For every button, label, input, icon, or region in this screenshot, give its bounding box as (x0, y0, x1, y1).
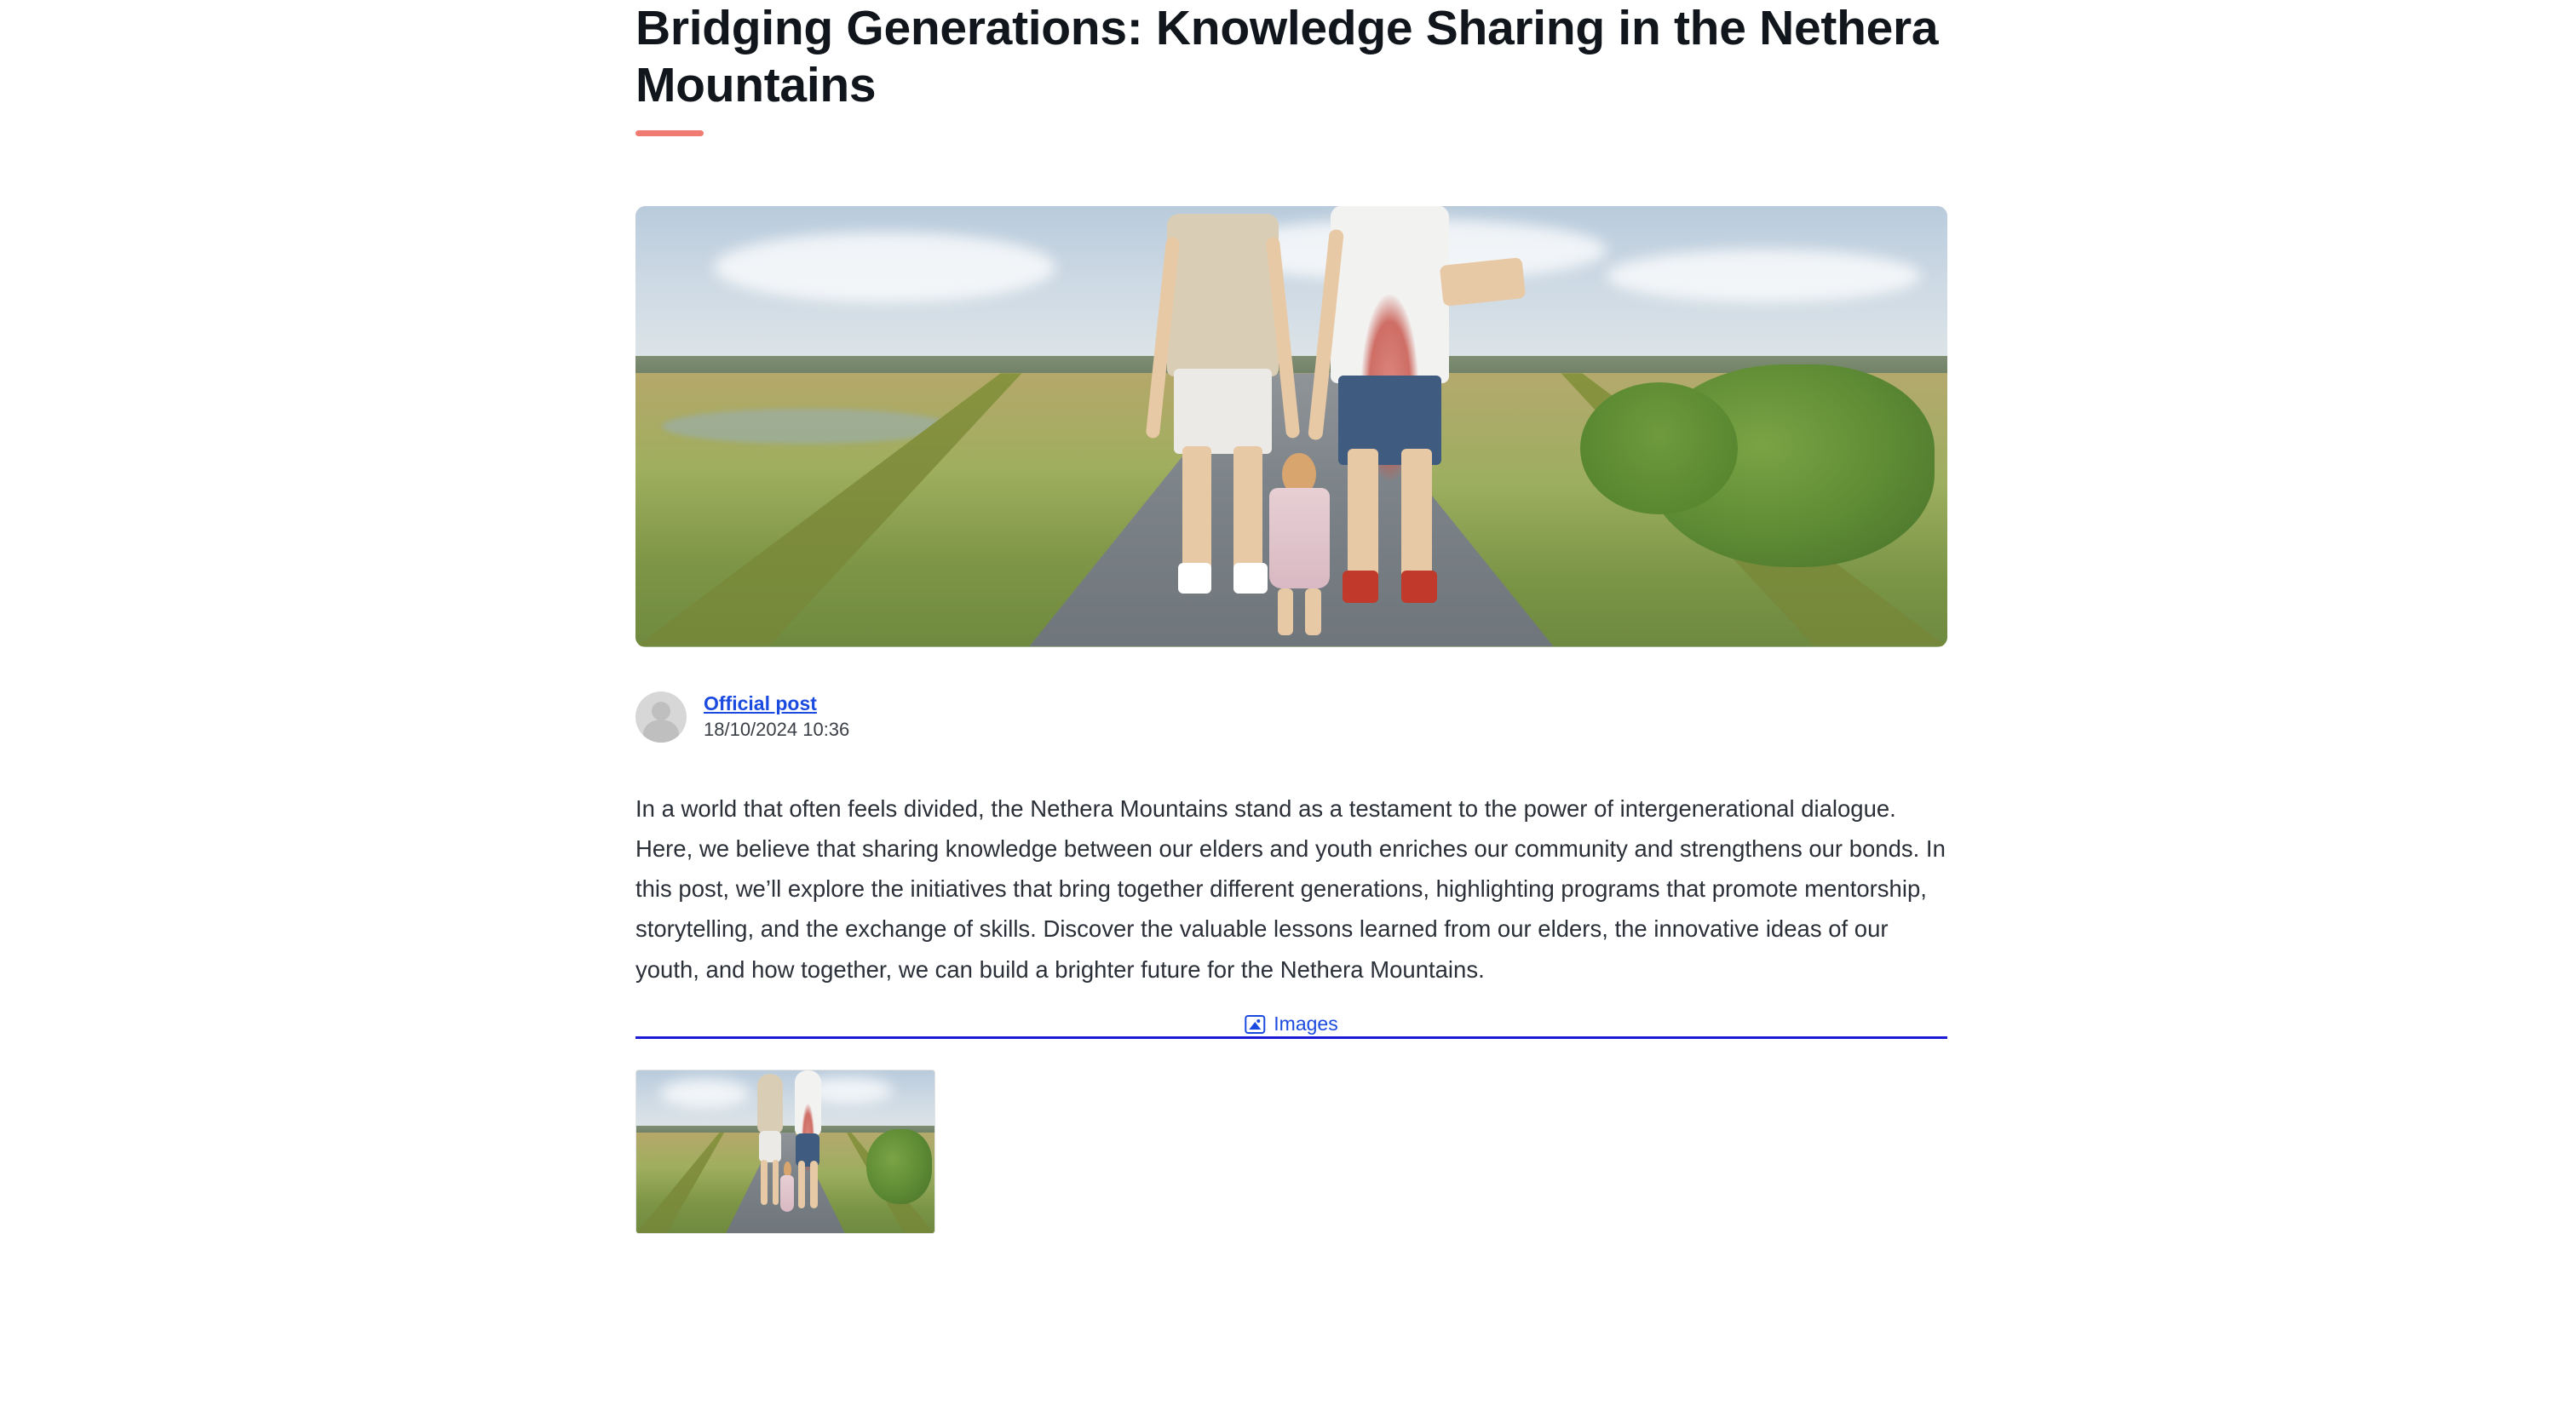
shoe (1343, 571, 1378, 603)
post-date: 18/10/2024 10:36 (704, 718, 850, 740)
shoe (1233, 563, 1267, 594)
post-body: In a world that often feels divided, the Nethera Mountains stand as a testament to the power of intergenerational dialogue. Here, we believe that sharing knowledge between our elders and youth enriches our community and strengthens our bonds. In this post, we’ll explore the initiatives that bring together different generations, highlighting programs that promote mentorship, storytelling, and the exchange of skills. Discover the valuable lessons learned from our elders, the innovative ideas of our youth, and how together, we can build a brighter future for the Nethera Mountains. (635, 795, 1946, 983)
leg (1348, 449, 1378, 578)
torso (757, 1074, 783, 1134)
leg (1182, 446, 1211, 571)
shorts (1174, 369, 1272, 454)
cloud (1607, 250, 1922, 302)
section-divider (635, 1036, 1947, 1039)
thumbnail-item[interactable] (635, 1070, 935, 1234)
figure-child (1269, 453, 1330, 647)
author-name-link[interactable]: Official post (704, 692, 817, 715)
title-accent-rule (635, 130, 704, 136)
attachments-label[interactable] (1233, 1013, 1349, 1036)
author-meta (704, 693, 849, 739)
attachments-section-header (635, 1013, 1947, 1040)
thumbnail-illustration (636, 1070, 934, 1233)
shoe (1178, 563, 1211, 594)
page-title: Bridging Generations: Knowledge Sharing in the Nethera Mountains (635, 1, 1939, 113)
bush (866, 1129, 932, 1204)
leg (1278, 588, 1293, 635)
leg (1305, 588, 1320, 635)
figure-adult-left (757, 1070, 783, 1213)
water-patch (662, 409, 951, 444)
leg (1401, 449, 1432, 578)
figure-child (780, 1162, 794, 1233)
cloud (714, 232, 1055, 303)
avatar (635, 691, 687, 743)
shoe (1401, 571, 1437, 603)
attachments-label-text: Images (1274, 1013, 1338, 1036)
leg (761, 1160, 768, 1206)
hero-image (635, 206, 1947, 647)
hero-illustration (635, 206, 1947, 647)
dress (1269, 488, 1330, 589)
shorts (759, 1131, 781, 1162)
post-container (635, 0, 1947, 1234)
leg (810, 1161, 817, 1208)
figure-adult-left (1167, 206, 1279, 594)
leg (798, 1161, 805, 1208)
torso (1167, 214, 1279, 376)
attachment-thumbnails (635, 1070, 1947, 1234)
figure-adult-right (795, 1070, 822, 1217)
leg (1233, 446, 1262, 571)
dress (780, 1175, 794, 1213)
leg (773, 1160, 779, 1206)
author-row (635, 691, 1947, 743)
figure-adult-right (1331, 206, 1449, 603)
image-icon (1245, 1015, 1265, 1034)
bush (1580, 382, 1738, 514)
